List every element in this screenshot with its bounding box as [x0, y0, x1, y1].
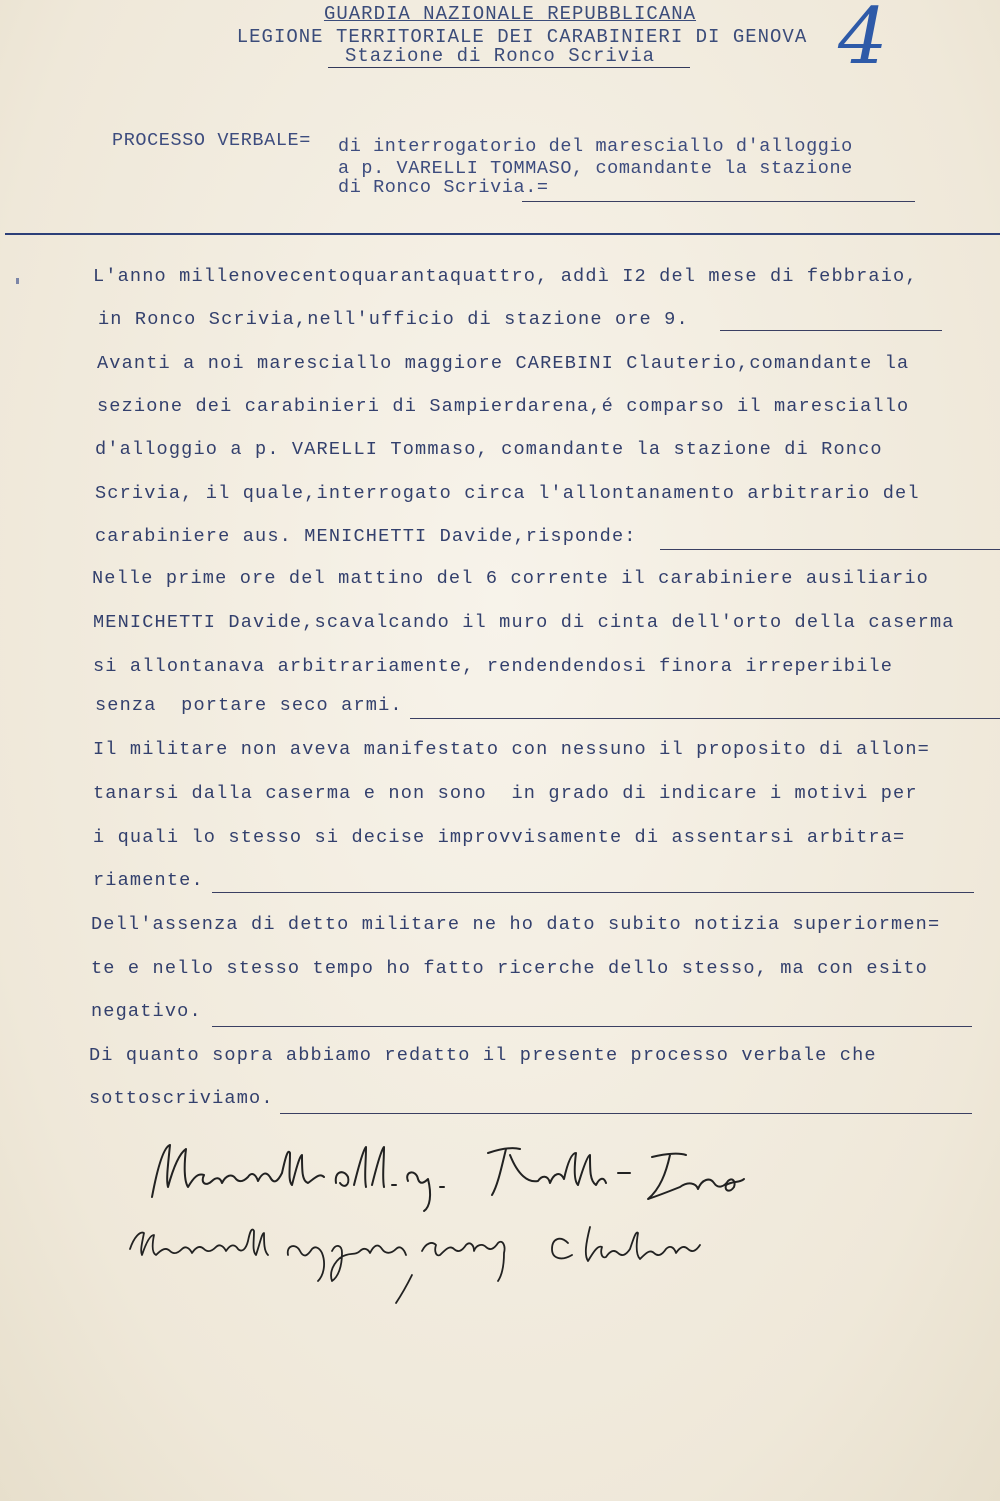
- body-line: Di quanto sopra abbiamo redatto il presente processo verbale che: [89, 1045, 877, 1066]
- body-line: sezione dei carabinieri di Sampierdarena,é comparso il maresciallo: [97, 396, 910, 417]
- body-line: i quali lo stesso si decise improvvisamente di assentarsi arbitra=: [93, 827, 906, 848]
- page-number: 4: [838, 0, 888, 82]
- subject-line-2: a p. VARELLI TOMMASO, comandante la stazione: [338, 158, 853, 179]
- body-line: Scrivia, il quale,interrogato circa l'allontanamento arbitrario del: [95, 483, 920, 504]
- fill-rule: [280, 1113, 972, 1114]
- subject-fill-rule: [522, 201, 915, 202]
- margin-mark: [16, 278, 19, 284]
- body-line: in Ronco Scrivia,nell'ufficio di stazione ore 9.: [98, 309, 689, 330]
- body-line: Nelle prime ore del mattino del 6 corrente il carabiniere ausiliario: [92, 568, 929, 589]
- fill-rule: [660, 549, 1000, 550]
- body-line: L'anno millenovecentoquarantaquattro, addì I2 del mese di febbraio,: [93, 266, 918, 287]
- section-separator: [5, 233, 1000, 235]
- body-line: carabiniere aus. MENICHETTI Davide,risponde:: [95, 526, 637, 547]
- header-guardia: GUARDIA NAZIONALE REPUBBLICANA: [323, 3, 697, 25]
- body-line: tanarsi dalla caserma e non sono in grado di indicare i motivi per: [93, 783, 918, 804]
- signature-varelli: [140, 1125, 760, 1215]
- signature-carebini: [120, 1215, 730, 1305]
- fill-rule: [212, 892, 974, 893]
- body-line: negativo.: [91, 1001, 202, 1022]
- body-line: Avanti a noi maresciallo maggiore CAREBINI Clauterio,comandante la: [97, 353, 910, 374]
- body-line: MENICHETTI Davide,scavalcando il muro di cinta dell'orto della caserma: [93, 612, 955, 633]
- fill-rule: [212, 1026, 972, 1027]
- header-legione: LEGIONE TERRITORIALE DEI CARABINIERI DI GENOVA: [236, 26, 808, 48]
- body-line: Il militare non aveva manifestato con nessuno il proposito di allon=: [93, 739, 930, 760]
- body-line: senza portare seco armi.: [95, 695, 403, 716]
- body-line: riamente.: [93, 870, 204, 891]
- header-stazione: Stazione di Ronco Scrivia: [344, 45, 656, 67]
- body-line: d'alloggio a p. VARELLI Tommaso, comandante la stazione di Ronco: [95, 439, 883, 460]
- subject-heading: PROCESSO VERBALE=: [112, 130, 311, 151]
- fill-rule: [720, 330, 942, 331]
- body-line: sottoscriviamo.: [89, 1088, 274, 1109]
- body-line: si allontanava arbitrariamente, rendendendosi finora irreperibile: [93, 656, 894, 677]
- body-line: Dell'assenza di detto militare ne ho dato subito notizia superiormen=: [91, 914, 941, 935]
- body-line: te e nello stesso tempo ho fatto ricerche dello stesso, ma con esito: [91, 958, 928, 979]
- subject-line-1: di interrogatorio del maresciallo d'alloggio: [338, 136, 853, 157]
- fill-rule: [410, 718, 1000, 719]
- subject-line-3: di Ronco Scrivia.=: [338, 177, 549, 198]
- header-underline: [328, 67, 690, 68]
